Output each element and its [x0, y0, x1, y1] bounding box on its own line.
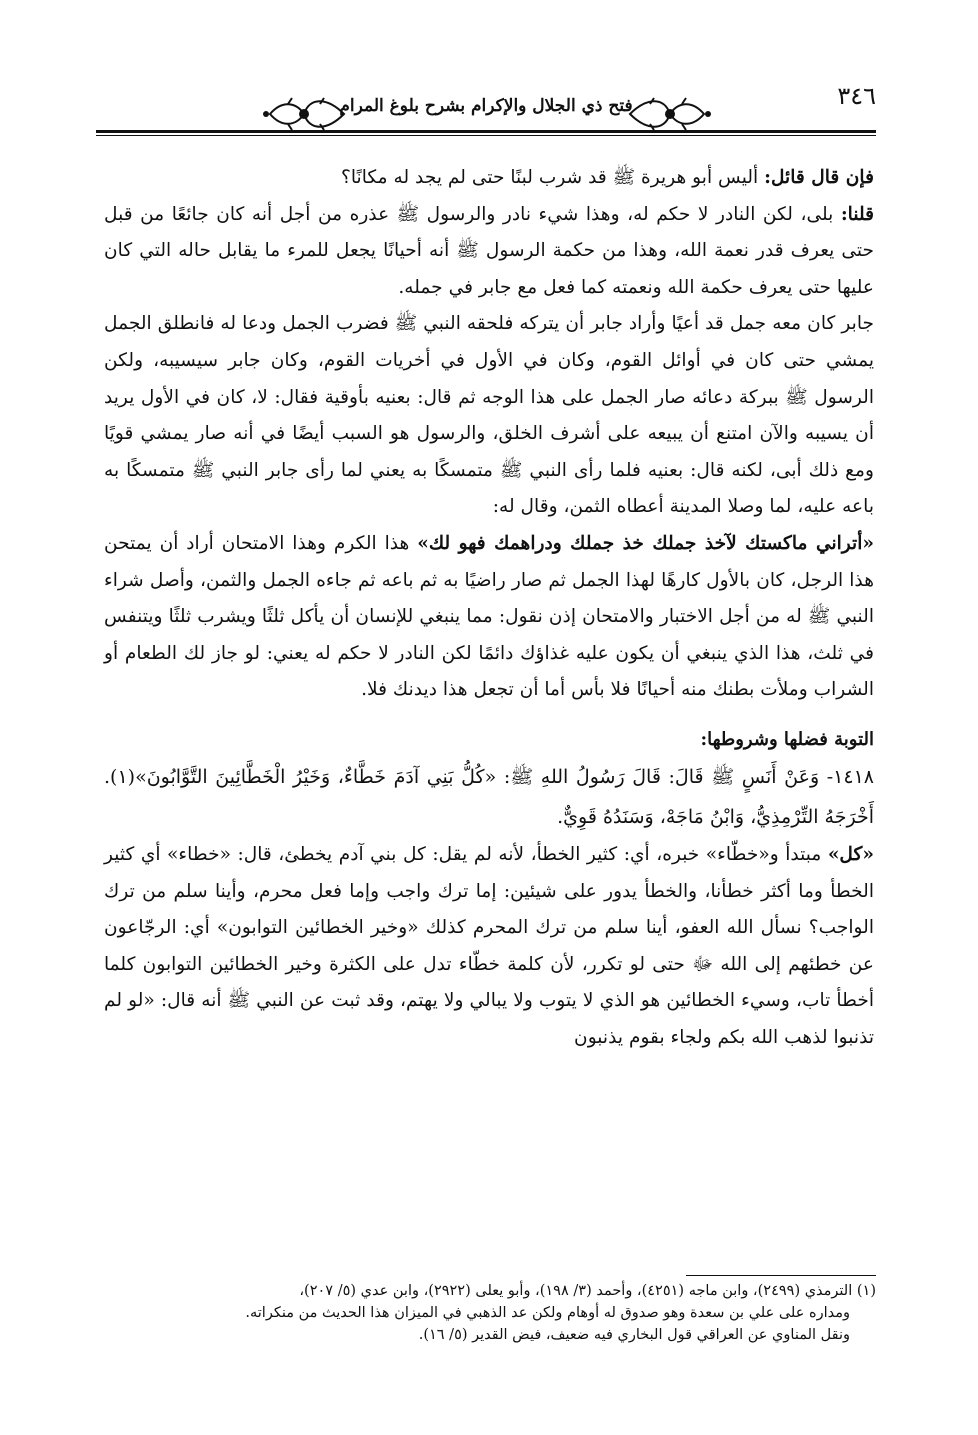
paragraph-text: أليس أبو هريرة ﷺ قد شرب لبنًا حتى لم يجد له مكانًا؟ — [341, 167, 765, 188]
page-number: ٣٤٦ — [837, 82, 876, 110]
running-title: فتح ذي الجلال والإكرام بشرح بلوغ المرام — [339, 96, 633, 116]
paragraph — [104, 306, 874, 526]
paragraph-text: هذا الكرم وهذا الامتحان أراد أن يمتحن هذا الرجل، كان بالأول كارهًا لهذا الجمل ثم صار راضيًا به ثم باعه ثم جاءه الجمل والثمن، وأصل شراء النبي ﷺ له من أجل الاختبار والامتحان إذن نقول: مما ينبغي للإنسان أن يأكل ثلثًا ويشرب ثلثًا ويتنفس في ثلث، هذا الذي ينبغي أن يكون عليه غذاؤك دائمًا لكن النادر لا حكم له يعني: لو جاز لك الطعام أو الشراب وملأت بطنك منه أحيانًا فلا بأس أما أن تجعل هذا ديدنك فلا. — [104, 532, 874, 701]
paragraph — [104, 526, 874, 709]
commentary-paragraph — [104, 837, 874, 1057]
footnote-line: ونقل المناوي عن العراقي قول البخاري فيه ضعيف، فيض القدير (٥/ ١٦). — [418, 1327, 850, 1343]
paragraph-text: بلى، لكن النادر لا حكم له، وهذا شيء نادر والرسول ﷺ عذره من أجل أنه كان جائعًا من قبل حتى يعرف قدر نعمة الله، وهذا من حكمة الرسول ﷺ أنه أحيانًا يجعل للمرء ما يقابل حاله التي كان عليها حتى يعرف حكمة الله ونعمته كما فعل مع جابر في جمله. — [104, 203, 874, 298]
paragraph-text: جابر كان معه جمل قد أعيًا وأراد جابر أن يتركه فلحقه النبي ﷺ فضرب الجمل ودعا له فانطلق الجمل يمشي حتى كان في أوائل القوم، وكان في الأول في أخريات القوم، وكان جابر سيسيبه، ولكن الرسول ﷺ ببركة دعائه صار الجمل على هذا الوجه ثم قال: بعنيه بأوقية فقال: لا، كان في الأول يريد أن يسيبه والآن امتنع أن يبيعه على أشرف الخلق، والرسول هو السبب أيضًا في أنه صار يمشي قويًا ومع ذلك أبى، لكنه قال: بعنيه فلما رأى النبي ﷺ متمسكًا به يعني لما رأى جابر النبي ﷺ متمسكًا به باعه عليه، لما وصلا المدينة أعطاه الثمن، وقال له: — [104, 313, 874, 518]
paragraph-lead: فإن قال قائل: — [764, 167, 874, 188]
section-title: التوبة فضلها وشروطها: — [700, 728, 874, 750]
footnotes — [104, 1280, 876, 1346]
footnote-line: (١) الترمذي (٢٤٩٩)، وابن ماجه (٤٢٥١)، وأحمد (٣/ ١٩٨)، وأبو يعلى (٢٩٢٢)، وابن عدي (٥/ ٢٠٧)، — [299, 1283, 876, 1299]
main-text — [104, 160, 874, 1056]
header-rule — [96, 130, 876, 133]
footnote-rule — [686, 1275, 876, 1276]
commentary-text: مبتدأ و«خطّاء» خبره، أي: كثير الخطأ، لأنه لم يقل: كل بني آدم يخطئ، قال: «خطاء» أي كثير الخطأ وما أكثر خطأنا، والخطأ يدور على شيئين: إما ترك واجب وإما فعل محرم، وأينا سلم من ترك الواجب؟ نسأل الله العفو، أينا سلم من ترك المحرم كذلك «وخير الخطائين التوابون» أي: الرجّاعون عن خطئهم إلى الله ﷻ حتى لو تكرر، لأن كلمة خطّاء تدل على الكثرة وخير الخطائين التوابون كلما أخطأ تاب، وسيء الخطائين هو الذي لا يتوب ولا يبالي ولا يهتم، وقد ثبت عن النبي ﷺ أنه قال: «لو لم تذنبوا لذهب الله بكم ولجاء بقوم يذنبون — [104, 843, 874, 1048]
page-header — [96, 78, 876, 158]
footnote-line: ومداره على علي بن سعدة وهو صدوق له أوهام ولكن عد الذهبي في الميزان هذا الحديث من منكراته. — [245, 1305, 850, 1321]
header-rule-thin — [96, 135, 876, 136]
paragraph — [104, 160, 874, 197]
hadith-text: ١٤١٨- وَعَنْ أَنَسٍ ﷺ قَالَ: قَالَ رَسُولُ اللهِ ﷺ: «كُلُّ بَنِي آدَمَ خَطَّاءٌ، وَخَيْرُ الْخَطَّائِينَ التَّوَّابُونَ»(١). أَخْرَجَهُ التِّرْمِذِيُّ، وَابْنُ مَاجَهْ، وَسَنَدُهُ قَوِيٌّ. — [104, 765, 874, 828]
paragraph — [104, 197, 874, 307]
commentary-lead: «كل» — [827, 843, 874, 865]
paragraph-lead: «أتراني ماكستك لآخذ جملك خذ جملك ودراهمك فهو لك» — [417, 532, 875, 554]
paragraph-lead: قلنا: — [840, 203, 874, 225]
